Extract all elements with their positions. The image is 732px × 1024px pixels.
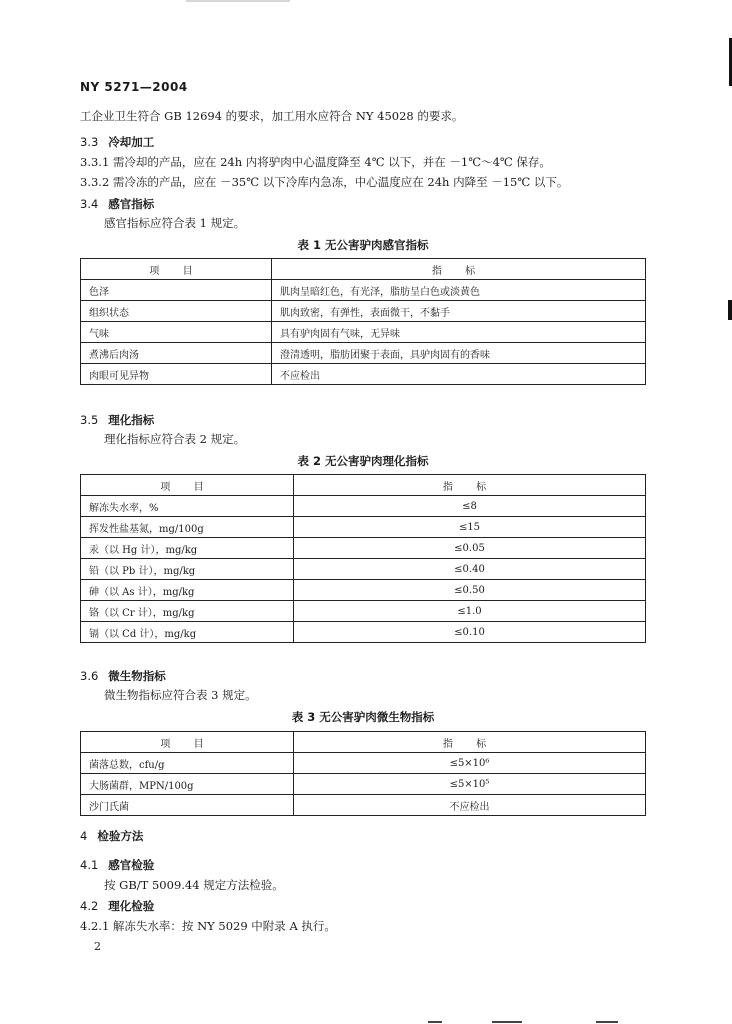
table-row (81, 774, 646, 795)
section-number: 3.4 (80, 197, 99, 211)
intro-paragraph: 工企业卫生符合 GB 12694 的要求，加工用水应符合 NY 45028 的要求。 (80, 109, 464, 123)
page-number: 2 (94, 940, 101, 953)
section-3-5-text: 理化指标应符合表 2 规定。 (104, 432, 246, 446)
section-3-6-heading (80, 668, 166, 684)
value-cell: ≤5×10⁶ (294, 753, 646, 774)
section-title: 感官指标 (108, 197, 155, 211)
value-cell: ≤1.0 (294, 601, 646, 622)
section-4-heading (80, 828, 143, 844)
table-row (81, 795, 646, 816)
column-header: 项 目 (81, 475, 294, 496)
table-row (81, 517, 646, 538)
column-header: 指 标 (294, 475, 646, 496)
section-title: 冷却加工 (108, 135, 155, 149)
value-cell: 澄清透明，脂肪团聚于表面，具驴肉固有的香味 (272, 343, 646, 364)
table-row (81, 343, 646, 364)
table-row (81, 753, 646, 774)
table-header-row (81, 475, 646, 496)
section-number: 4 (80, 829, 88, 843)
section-title: 微生物指标 (108, 669, 166, 683)
item-cell: 解冻失水率，% (81, 496, 294, 517)
scan-artifact (492, 1021, 522, 1023)
table-3-microbiological (80, 731, 646, 816)
item-cell: 色泽 (81, 280, 272, 301)
value-cell: ≤5×10⁵ (294, 774, 646, 795)
value-cell: ≤0.05 (294, 538, 646, 559)
item-cell: 煮沸后肉汤 (81, 343, 272, 364)
value-cell: ≤0.40 (294, 559, 646, 580)
section-number: 3.3 (80, 135, 99, 149)
section-3-6-text: 微生物指标应符合表 3 规定。 (104, 688, 257, 702)
table-row (81, 280, 646, 301)
scan-edge-mark (728, 300, 732, 320)
table-header-row (81, 259, 646, 280)
item-cell: 铅（以 Pb 计），mg/kg (81, 559, 294, 580)
section-3-5-heading (80, 412, 154, 428)
scan-artifact (428, 1021, 442, 1023)
section-title: 理化指标 (108, 413, 155, 427)
item-cell: 菌落总数，cfu/g (81, 753, 294, 774)
value-cell: 不应检出 (294, 795, 646, 816)
table-row (81, 322, 646, 343)
section-number: 4.2 (80, 899, 99, 913)
value-cell: ≤8 (294, 496, 646, 517)
value-cell: 不应检出 (272, 364, 646, 385)
value-cell: 肌肉呈暗红色，有光泽，脂肪呈白色或淡黄色 (272, 280, 646, 301)
section-4-2-heading (80, 898, 154, 914)
table-row (81, 301, 646, 322)
section-title: 检验方法 (97, 829, 144, 843)
scan-artifact (186, 0, 290, 2)
value-cell: ≤15 (294, 517, 646, 538)
section-number: 3.6 (80, 669, 99, 683)
section-number: 4.1 (80, 858, 99, 872)
table-header-row (81, 732, 646, 753)
column-header: 指 标 (272, 259, 646, 280)
value-cell: 肌肉致密，有弹性，表面微干，不黏手 (272, 301, 646, 322)
item-cell: 铬（以 Cr 计），mg/kg (81, 601, 294, 622)
table-row (81, 364, 646, 385)
value-cell: ≤0.50 (294, 580, 646, 601)
table-row (81, 580, 646, 601)
standard-number-header: NY 5271—2004 (80, 80, 188, 94)
item-cell: 大肠菌群，MPN/100g (81, 774, 294, 795)
table-row (81, 559, 646, 580)
item-cell: 砷（以 As 计），mg/kg (81, 580, 294, 601)
section-title: 理化检验 (108, 899, 155, 913)
table-row (81, 601, 646, 622)
table-1-sensory (80, 258, 646, 385)
table-row (81, 538, 646, 559)
section-number: 3.5 (80, 413, 99, 427)
table-2-physicochemical (80, 474, 646, 643)
table-row (81, 496, 646, 517)
clause-4-2-1: 4.2.1 解冻失水率：按 NY 5029 中附录 A 执行。 (80, 919, 336, 933)
clause-3-3-2: 3.3.2 需冷冻的产品，应在 －35℃ 以下冷库内急冻，中心温度应在 24h 内降至 －15℃ 以下。 (80, 175, 569, 189)
item-cell: 肉眼可见异物 (81, 364, 272, 385)
section-4-1-text: 按 GB/T 5009.44 规定方法检验。 (104, 878, 284, 892)
item-cell: 汞（以 Hg 计），mg/kg (81, 538, 294, 559)
section-title: 感官检验 (108, 858, 155, 872)
clause-3-3-1: 3.3.1 需冷却的产品，应在 24h 内将驴肉中心温度降至 4℃ 以下，并在 －1℃～4℃ 保存。 (80, 155, 551, 169)
column-header: 项 目 (81, 732, 294, 753)
section-3-4-heading (80, 196, 154, 212)
table-3-caption: 表 3 无公害驴肉微生物指标 (291, 710, 435, 724)
column-header: 指 标 (294, 732, 646, 753)
section-3-4-text: 感官指标应符合表 1 规定。 (104, 216, 246, 230)
table-1-caption: 表 1 无公害驴肉感官指标 (297, 238, 429, 252)
item-cell: 挥发性盐基氮，mg/100g (81, 517, 294, 538)
item-cell: 组织状态 (81, 301, 272, 322)
value-cell: 具有驴肉固有气味，无异味 (272, 322, 646, 343)
table-row (81, 622, 646, 643)
item-cell: 镉（以 Cd 计），mg/kg (81, 622, 294, 643)
scan-artifact (596, 1021, 618, 1023)
item-cell: 气味 (81, 322, 272, 343)
table-2-caption: 表 2 无公害驴肉理化指标 (297, 454, 429, 468)
column-header: 项 目 (81, 259, 272, 280)
section-3-3-heading (80, 134, 154, 150)
item-cell: 沙门氏菌 (81, 795, 294, 816)
value-cell: ≤0.10 (294, 622, 646, 643)
section-4-1-heading (80, 857, 154, 873)
